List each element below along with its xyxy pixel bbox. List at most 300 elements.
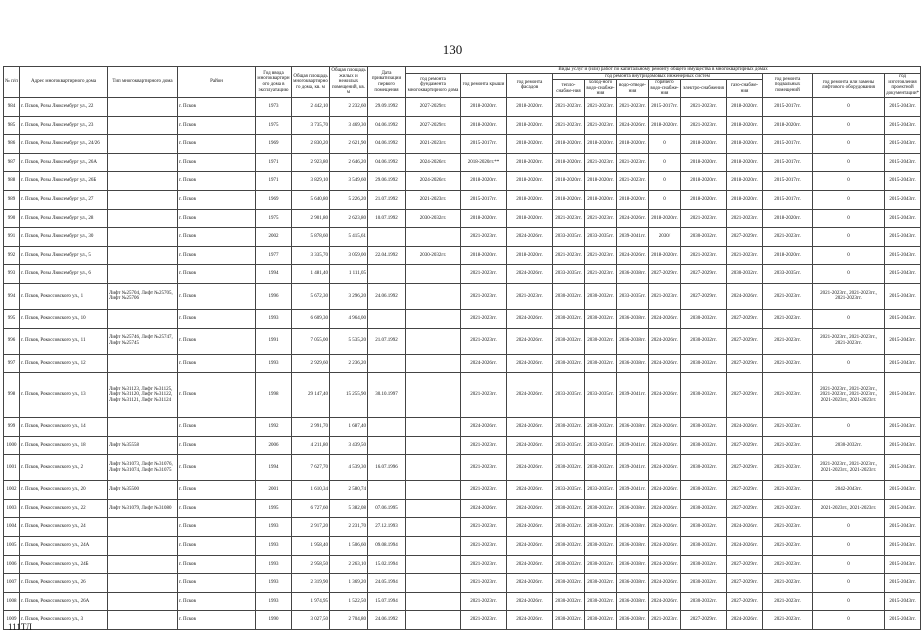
electric-supply-cell: 2030-2032гг. [681,455,727,481]
privatization-date-cell: 29.09.1992 [368,97,406,116]
house-type-cell [108,537,178,556]
facade-repair-cell: 2018-2020гг. [507,190,553,209]
cold-water-cell: 2021-2023гг. [585,209,617,228]
basement-repair-cell: 2021-2023гг. [763,518,813,537]
elevator-repair-cell: 0 [813,555,885,574]
total-area-cell: 2 929,60 [292,354,330,373]
project-docs-cell: 2015-2043гг. [885,574,921,593]
district-cell: г. Псков [178,309,256,328]
electric-supply-cell: 2018-2020гг. [681,135,727,154]
address-cell: г. Псков, Розы Люксембург ул., 26Б [20,172,108,191]
district-cell: г. Псков [178,135,256,154]
elevator-repair-cell: 2021-2023гг., 2021-2023гг., 2021-2023гг., 2021-2023гг. [813,455,885,481]
facade-repair-cell: 2024-2026гг. [507,328,553,354]
gas-supply-cell: 2027-2029гг. [727,455,763,481]
electric-supply-cell: 2030-2032гг. [681,499,727,518]
cold-water-cell: 2018-2020гг. [585,135,617,154]
living-area-cell: 5 382,08 [330,499,368,518]
table-row [4,97,921,116]
facade-repair-cell: 2024-2026гг. [507,518,553,537]
header-hot-water: горячего водо-снабже-ния [650,80,679,97]
hot-water-cell: 2027-2029гг. [649,265,681,284]
hot-water-cell: 2024-2026гг. [649,309,681,328]
hot-water-cell: 2024-2026гг. [649,418,681,437]
elevator-repair-cell: 0 [813,574,885,593]
house-type-cell [108,97,178,116]
header-drainage: водо-отведе-ния [617,80,649,98]
foundation-repair-cell: 2027-2029гг. [406,116,461,135]
gas-supply-cell: 2018-2020гг. [727,135,763,154]
living-area-cell: 1 687,40 [330,418,368,437]
hot-water-cell: 2030/ [649,228,681,247]
hot-water-cell: 2024-2026гг. [649,499,681,518]
living-area-cell: 2 231,70 [330,518,368,537]
year-cell: 1993 [256,574,292,593]
elevator-repair-cell: 2042-2043гг. [813,481,885,500]
roof-repair-cell: 2021-2023гг. [461,611,507,630]
elevator-repair-cell: 0 [813,246,885,265]
electric-supply-cell: 2030-2032гг. [681,436,727,455]
total-area-cell: 1 974,95 [292,592,330,611]
drainage-cell: 2033-2035гг. [617,283,649,309]
living-area-cell: 3 059,00 [330,246,368,265]
row-number-cell: 1003 [4,499,20,518]
district-cell: г. Псков [178,436,256,455]
gas-supply-cell: 2018-2020гг. [727,153,763,172]
project-docs-cell: 2015-2043гг. [885,153,921,172]
basement-repair-cell: 2021-2023гг. [763,418,813,437]
address-cell: г. Псков, Рокоссовского ул., 24 [20,518,108,537]
cold-water-cell: 2030-2032гг. [585,418,617,437]
cold-water-cell: 2030-2032гг. [585,354,617,373]
address-cell: г. Псков, Рокоссовского ул., 20 [20,481,108,500]
electric-supply-cell: 2030-2032гг. [681,418,727,437]
roof-repair-cell: 2021-2023гг. [461,481,507,500]
capital-repair-table [3,66,921,630]
project-docs-cell: 2015-2043гг. [885,97,921,116]
year-cell: 1973 [256,97,292,116]
gas-supply-cell: 2027-2029гг. [727,481,763,500]
hot-water-cell: 0 [649,135,681,154]
district-cell: г. Псков [178,153,256,172]
electric-supply-cell: 2030-2032гг. [681,555,727,574]
basement-repair-cell: 2021-2023гг. [763,309,813,328]
house-type-cell: Лифт №35558 [108,436,178,455]
electric-supply-cell: 2030-2032гг. [681,574,727,593]
project-docs-cell: 2015-2043гг. [885,190,921,209]
year-cell: 1993 [256,592,292,611]
total-area-cell: 3 829,10 [292,172,330,191]
cold-water-cell: 2030-2032гг. [585,592,617,611]
gas-supply-cell: 2027-2029гг. [727,574,763,593]
roof-repair-cell: 2021-2023гг. [461,228,507,247]
address-cell: г. Псков, Розы Люксембург ул., 30 [20,228,108,247]
roof-repair-cell: 2018-2020гг. [461,246,507,265]
house-type-cell [108,116,178,135]
privatization-date-cell: 16.07.1996 [368,455,406,481]
heat-supply-cell: 2018-2020гг. [553,153,585,172]
living-area-cell: 2 263,10 [330,555,368,574]
foundation-repair-cell [406,611,461,630]
privatization-date-cell: 04.06.1992 [368,135,406,154]
hot-water-cell: 2024-2026гг. [649,574,681,593]
privatization-date-cell: 21.07.1992 [368,190,406,209]
privatization-date-cell: 07.06.1995 [368,499,406,518]
privatization-date-cell [368,481,406,500]
gas-supply-cell: 2018-2020гг. [727,172,763,191]
facade-repair-cell: 2024-2026гг. [507,611,553,630]
roof-repair-cell: 2015-2017гг. [461,190,507,209]
year-cell: 1995 [256,499,292,518]
heat-supply-cell: 2033-2035гг. [553,481,585,500]
basement-repair-cell: 2021-2023гг. [763,537,813,556]
house-type-cell [108,518,178,537]
house-type-cell [108,592,178,611]
living-area-cell: 1 111,05 [330,265,368,284]
electric-supply-cell: 2021-2023гг. [681,209,727,228]
elevator-repair-cell: 0 [813,172,885,191]
gas-supply-cell: 2027-2029гг. [727,436,763,455]
total-area-cell: 3 735,70 [292,116,330,135]
facade-repair-cell: 2018-2020гг. [507,246,553,265]
house-type-cell: Лифт №35500 [108,481,178,500]
total-area-cell: 29 147,40 [292,373,330,418]
drainage-cell: 2036-2038гг. [617,518,649,537]
total-area-cell: 7 627,70 [292,455,330,481]
drainage-cell: 2036-2038гг. [617,499,649,518]
cold-water-cell: 2030-2032гг. [585,555,617,574]
living-area-cell: 5 226,20 [330,190,368,209]
address-cell: г. Псков, Рокоссовского ул., 24А [20,537,108,556]
basement-repair-cell: 2015-2017гг. [763,135,813,154]
district-cell: г. Псков [178,592,256,611]
table-row [4,328,921,354]
heat-supply-cell: 2021-2023гг. [553,116,585,135]
drainage-cell: 2036-2038гг. [617,328,649,354]
table-row [4,265,921,284]
table-row [4,611,921,630]
living-area-cell: 5 415,61 [330,228,368,247]
total-area-cell: 6 727,60 [292,499,330,518]
foundation-repair-cell [406,309,461,328]
hot-water-cell: 2021-2023гг. [649,283,681,309]
gas-supply-cell: 2021-2023гг. [727,209,763,228]
drainage-cell: 2036-2038гг. [617,574,649,593]
drainage-cell: 2018-2020гг. [617,135,649,154]
gas-supply-cell: 2024-2026гг. [727,418,763,437]
drainage-cell: 2018-2020гг. [617,190,649,209]
basement-repair-cell: 2015-2017гг. [763,97,813,116]
living-area-cell: 2 580,74 [330,481,368,500]
district-cell: г. Псков [178,172,256,191]
address-cell: г. Псков, Рокоссовского ул., 11 [20,328,108,354]
heat-supply-cell: 2021-2023гг. [553,97,585,116]
heat-supply-cell: 2021-2023гг. [553,246,585,265]
electric-supply-cell: 2018-2020гг. [681,190,727,209]
project-docs-cell: 2015-2043гг. [885,418,921,437]
elevator-repair-cell: 0 [813,97,885,116]
total-area-cell: 1 610,34 [292,481,330,500]
year-cell: 1996 [256,283,292,309]
year-cell: 1993 [256,354,292,373]
row-number-cell: 987 [4,153,20,172]
drainage-cell: 2036-2038гг. [617,309,649,328]
hot-water-cell: 2018-2020гг. [649,116,681,135]
foundation-repair-cell: 2027-2029гг. [406,97,461,116]
living-area-cell: 2 623,80 [330,209,368,228]
facade-repair-cell: 2024-2026гг. [507,455,553,481]
gas-supply-cell: 2030-2032гг. [727,265,763,284]
elevator-repair-cell: 2030-2032гг. [813,436,885,455]
address-cell: г. Псков, Розы Люксембург ул., 27 [20,190,108,209]
gas-supply-cell: 2024-2026гг. [727,518,763,537]
row-number-cell: 989 [4,190,20,209]
district-cell: г. Псков [178,481,256,500]
basement-repair-cell: 2021-2023гг. [763,436,813,455]
privatization-date-cell: 24.05.1994 [368,574,406,593]
heat-supply-cell: 2030-2032гг. [553,309,585,328]
drainage-cell: 2036-2038гг. [617,592,649,611]
year-cell: 1993 [256,309,292,328]
cold-water-cell: 2033-2035гг. [585,373,617,418]
district-cell: г. Псков [178,228,256,247]
hot-water-cell: 2024-2026гг. [649,328,681,354]
header-elevator: год ремонта или замены лифтового оборудования [813,73,885,97]
cold-water-cell: 2030-2032гг. [585,499,617,518]
district-cell: г. Псков [178,246,256,265]
privatization-date-cell: 30.10.1997 [368,373,406,418]
row-number-cell: 1001 [4,455,20,481]
roof-repair-cell: 2021-2023гг. [461,537,507,556]
living-area-cell: 3 296,20 [330,283,368,309]
row-number-cell: 1008 [4,592,20,611]
roof-repair-cell: 2024-2026гг. [461,499,507,518]
foundation-repair-cell [406,455,461,481]
hot-water-cell: 0 [649,172,681,191]
cold-water-cell: 2021-2023гг. [585,246,617,265]
header-heat: тепло-снабже-ния [553,80,585,98]
living-area-cell: 3 439,50 [330,436,368,455]
row-number-cell: 1009 [4,611,20,630]
gas-supply-cell: 2018-2020гг. [727,190,763,209]
roof-repair-cell: 2018-2020гг. [461,97,507,116]
living-area-cell: 2 621,90 [330,135,368,154]
foundation-repair-cell [406,518,461,537]
hot-water-cell: 2024-2026гг. [649,481,681,500]
electric-supply-cell: 2030-2032гг. [681,228,727,247]
address-cell: г. Псков, Розы Люксембург ул., 22 [20,97,108,116]
header-total-area: Общая площадь многоквартирного дома, кв. м [292,67,330,98]
project-docs-cell: 2015-2043гг. [885,373,921,418]
basement-repair-cell: 2015-2017гг. [763,190,813,209]
electric-supply-cell: 2027-2029гг. [681,611,727,630]
roof-repair-cell: 2021-2023гг. [461,518,507,537]
privatization-date-cell: 15.02.1994 [368,555,406,574]
electric-supply-cell: 2030-2032гг. [681,354,727,373]
cold-water-cell: 2018-2020гг. [585,172,617,191]
heat-supply-cell: 2030-2032гг. [553,537,585,556]
house-type-cell [108,418,178,437]
drainage-cell: 2024-2026гг. [617,209,649,228]
address-cell: г. Псков, Рокоссовского ул., 1 [20,283,108,309]
basement-repair-cell: 2015-2017гг. [763,172,813,191]
basement-repair-cell: 2021-2023гг. [763,555,813,574]
electric-supply-cell: 2018-2020гг. [681,153,727,172]
drainage-cell: 2021-2023гг. [617,172,649,191]
electric-supply-cell: 2030-2032гг. [681,481,727,500]
privatization-date-cell [368,436,406,455]
header-basement: год ремонта подвальных помещений [763,73,813,97]
table-row [4,246,921,265]
district-cell: г. Псков [178,97,256,116]
year-cell: 1993 [256,555,292,574]
table-row [4,228,921,247]
house-type-cell [108,246,178,265]
project-docs-cell: 2015-2043гг. [885,228,921,247]
gas-supply-cell: 2024-2026гг. [727,283,763,309]
table-row [4,283,921,309]
row-number-cell: 1004 [4,518,20,537]
total-area-cell: 2 923,80 [292,153,330,172]
hot-water-cell: 0 [649,190,681,209]
roof-repair-cell: 2021-2023гг. [461,555,507,574]
basement-repair-cell: 2021-2023гг. [763,481,813,500]
house-type-cell [108,172,178,191]
basement-repair-cell: 2018-2020гг. [763,116,813,135]
foundation-repair-cell [406,499,461,518]
facade-repair-cell: 2018-2020гг. [507,153,553,172]
elevator-repair-cell: 0 [813,309,885,328]
roof-repair-cell: 2021-2023гг. [461,592,507,611]
gas-supply-cell: 2024-2026гг. [727,611,763,630]
project-docs-cell: 2015-2043гг. [885,283,921,309]
foundation-repair-cell [406,555,461,574]
electric-supply-cell: 2030-2032гг. [681,309,727,328]
gas-supply-cell: 2027-2029гг. [727,354,763,373]
drainage-cell: 2036-2038гг. [617,265,649,284]
address-cell: г. Псков, Рокоссовского ул., 18 [20,436,108,455]
year-cell: 1971 [256,153,292,172]
project-docs-cell: 2015-2043гг. [885,116,921,135]
address-cell: г. Псков, Розы Люксембург ул., 23 [20,116,108,135]
elevator-repair-cell: 0 [813,190,885,209]
year-cell: 2001 [256,481,292,500]
row-number-cell: 993 [4,265,20,284]
foundation-repair-cell: 2021-2023гг. [406,190,461,209]
total-area-cell: 5 878,60 [292,228,330,247]
hot-water-cell: 0 [649,153,681,172]
district-cell: г. Псков [178,455,256,481]
drainage-cell: 2039-2041гг. [617,455,649,481]
year-cell: 2002 [256,228,292,247]
total-area-cell: 2 319,90 [292,574,330,593]
drainage-cell: 2036-2038гг. [617,418,649,437]
privatization-date-cell: 29.06.1992 [368,172,406,191]
house-type-cell [108,354,178,373]
project-docs-cell: 2015-2043гг. [885,455,921,481]
basement-repair-cell: 2021-2023гг. [763,228,813,247]
year-cell: 1969 [256,135,292,154]
living-area-cell: 4 539,30 [330,455,368,481]
drainage-cell: 2039-2041гг. [617,228,649,247]
elevator-repair-cell: 2021-2023гг., 2021-2023гг., 2021-2023гг., 2021-2023гг., 2021-2023гг., 2021-2023гг. [813,373,885,418]
roof-repair-cell: 2018-2020гг.** [461,153,507,172]
district-cell: г. Псков [178,555,256,574]
hot-water-cell: 2024-2026гг. [649,537,681,556]
year-cell: 1992 [256,418,292,437]
address-cell: г. Псков, Рокоссовского ул., 3 [20,611,108,630]
district-cell: г. Псков [178,574,256,593]
facade-repair-cell: 2024-2026гг. [507,499,553,518]
hot-water-cell: 2024-2026гг. [649,455,681,481]
district-cell: г. Псков [178,418,256,437]
privatization-date-cell: 27.12.1993 [368,518,406,537]
cold-water-cell: 2033-2035гг. [585,436,617,455]
basement-repair-cell: 2033-2035гг. [763,265,813,284]
header-works-group: Виды услуг и (или) работ по капитальному ремонту общего имущества в многоквартирных домах [406,67,921,74]
cold-water-cell: 2018-2020гг. [585,190,617,209]
row-number-cell: 992 [4,246,20,265]
heat-supply-cell: 2021-2023гг. [553,209,585,228]
table-header [4,67,921,98]
year-cell: 2006 [256,436,292,455]
living-area-cell: 2 232,60 [330,97,368,116]
house-type-cell [108,190,178,209]
heat-supply-cell: 2018-2020гг. [553,190,585,209]
row-number-cell: 990 [4,209,20,228]
roof-repair-cell: 2015-2017гг. [461,135,507,154]
privatization-date-cell: 15.07.1994 [368,592,406,611]
cold-water-cell: 2021-2023гг. [585,153,617,172]
table-row [4,153,921,172]
elevator-repair-cell: 0 [813,537,885,556]
house-type-cell [108,265,178,284]
address-cell: г. Псков, Рокоссовского ул., 22 [20,499,108,518]
header-type: Тип многоквартирного дома [108,67,178,98]
row-number-cell: 999 [4,418,20,437]
address-cell: г. Псков, Розы Люксембург ул., 6 [20,265,108,284]
elevator-repair-cell: 0 [813,153,885,172]
basement-repair-cell: 2021-2023гг. [763,373,813,418]
project-docs-cell: 2015-2043гг. [885,309,921,328]
heat-supply-cell: 2033-2035гг. [553,228,585,247]
roof-repair-cell: 2018-2020гг. [461,172,507,191]
cold-water-cell: 2021-2023гг. [585,116,617,135]
basement-repair-cell: 2021-2023гг. [763,328,813,354]
table-row [4,373,921,418]
living-area-cell: 3 469,30 [330,116,368,135]
table-row [4,537,921,556]
gas-supply-cell: 2024-2026гг. [727,537,763,556]
cold-water-cell: 2033-2035гг. [585,228,617,247]
project-docs-cell: 2015-2043гг. [885,481,921,500]
foundation-repair-cell [406,592,461,611]
privatization-date-cell: 24.06.1992 [368,611,406,630]
row-number-cell: 988 [4,172,20,191]
elevator-repair-cell: 0 [813,354,885,373]
total-area-cell: 5 640,80 [292,190,330,209]
elevator-repair-cell: 0 [813,209,885,228]
house-type-cell [108,309,178,328]
living-area-cell: 1 522,50 [330,592,368,611]
drainage-cell: 2036-2038гг. [617,537,649,556]
total-area-cell: 4 211,80 [292,436,330,455]
heat-supply-cell: 2030-2032гг. [553,574,585,593]
gas-supply-cell: 2027-2029гг. [727,499,763,518]
gas-supply-cell: 2021-2023гг. [727,246,763,265]
privatization-date-cell [368,354,406,373]
total-area-cell: 5 672,30 [292,283,330,309]
